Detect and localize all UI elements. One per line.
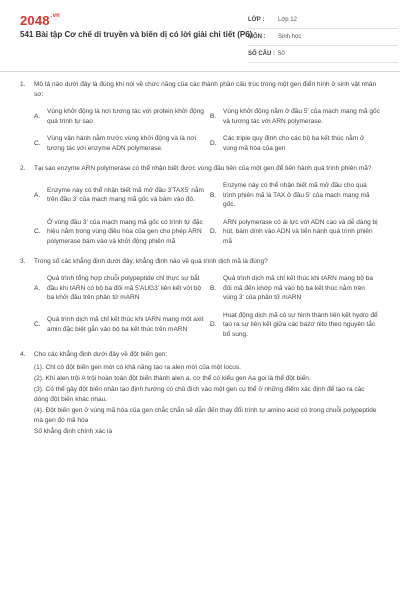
option-c[interactable] bbox=[34, 311, 204, 340]
option-label: A. bbox=[34, 191, 41, 199]
statement-list bbox=[20, 363, 380, 437]
option-text: Enzyme này có thể nhận biết mã mở đầu 3'TAX5' nằm trên đầu 3' của mạch mang mã gốc và bám vào đó. bbox=[47, 186, 204, 204]
question-header bbox=[20, 257, 380, 267]
option-text: Hoạt động dịch mã có sự hình thành liên kết hydro để tạo ra sự liên kết giữa các bazơ nito theo nguyên tắc bổ sung. bbox=[223, 311, 378, 338]
meta-row-count bbox=[248, 46, 398, 63]
question-3 bbox=[20, 257, 380, 339]
question-4 bbox=[20, 350, 380, 437]
option-text: Các triple quy định cho các bộ ba kết thúc nằm ở vùng mã hóa của gen bbox=[223, 135, 365, 152]
question-number: 2. bbox=[20, 165, 26, 172]
question-header bbox=[20, 350, 380, 360]
statement-item: (4). Đột biến gen ở vùng mã hóa của gen chắc chắn sẽ dẫn đến thay đổi trình tự amino acid có trong chuỗi polypeptide mà gen đó mã hóa bbox=[34, 407, 377, 424]
option-a[interactable] bbox=[34, 107, 204, 126]
question-number: 3. bbox=[20, 258, 26, 265]
question-header bbox=[20, 80, 380, 100]
question-number: 1. bbox=[20, 81, 26, 88]
question-text: Tại sao enzyme ARN polymerase có thể nhận biết được vùng đầu tiên của một gen để tiến hành quá trình phiên mã? bbox=[34, 165, 372, 172]
option-text: Ở vùng đầu 3' của mạch mang mã gốc có trình tự đặc hiệu nằm trong vùng điều hòa của gen cho phép ARN polymerase bám vào và khởi động phiên mã bbox=[47, 218, 203, 245]
option-label: D. bbox=[210, 228, 217, 235]
answer-options bbox=[20, 181, 380, 246]
logo-main-text: 2048 bbox=[20, 13, 50, 28]
header-divider bbox=[0, 71, 400, 72]
option-label: B. bbox=[210, 284, 217, 292]
option-label: D. bbox=[210, 139, 217, 147]
option-b[interactable] bbox=[210, 274, 380, 303]
statement-item: (3). Có thể gây đột biến nhân tạo định hướng có chủ đích vào một gen cụ thể ở những điểm xác định để tạo ra các dòng đột biến khác nhau. bbox=[34, 386, 365, 403]
document-title: 541 Bài tập Cơ chế di truyền và biến dị có lời giải chi tiết (P6) bbox=[20, 30, 253, 39]
question-text: Mô tả nào dưới đây là đúng khi nói về chức năng của các thành phần cấu trúc trong một gen điển hình ở sinh vật nhân sơ: bbox=[34, 81, 377, 98]
option-text: Quá trình dịch mã chỉ kết thúc khi tARN mang bộ ba đối mã đến khớp mã vào bộ ba kết thúc nằm trên vùng 3' của phân tử mARN bbox=[223, 275, 373, 301]
statement-prompt: Số khẳng định chính xác là bbox=[34, 428, 113, 435]
option-label: C. bbox=[34, 321, 41, 328]
meta-value: 50 bbox=[278, 51, 285, 57]
option-label: D. bbox=[210, 321, 217, 328]
option-d[interactable] bbox=[210, 218, 380, 247]
option-a[interactable] bbox=[34, 274, 204, 303]
meta-value: Lớp 12 bbox=[278, 17, 297, 23]
logo-tld-text: .vn bbox=[50, 13, 61, 19]
option-b[interactable] bbox=[210, 107, 380, 126]
option-label: C. bbox=[34, 139, 41, 147]
option-text: ARN polymerase có ái lực với ADN cao và dễ dàng bị hút, bám dính vào ADN và tiến hành quá trình phiên mã bbox=[223, 218, 378, 245]
statement-item: (2). Khi alen trội A trội hoàn toàn đột biến thành alen a, cơ thể có kiểu gen Aa gọi là thể đột biến. bbox=[34, 375, 311, 382]
question-2 bbox=[20, 164, 380, 246]
option-d[interactable] bbox=[210, 134, 380, 153]
meta-table bbox=[248, 12, 398, 63]
option-text: Quá trình dịch mã chỉ kết thúc khi tARN mang một axit amin đặc biệt gắn vào bộ ba kết thúc trên mARN bbox=[47, 316, 204, 333]
option-text: Vùng khởi động là nơi tương tác với protein khởi động quá trình tự sao bbox=[47, 108, 204, 125]
document-header bbox=[20, 0, 380, 66]
meta-key: MÔN : bbox=[248, 34, 266, 40]
question-1 bbox=[20, 80, 380, 153]
option-label: A. bbox=[34, 112, 41, 120]
statement-item: (1). Chỉ có đột biến gen mới có khả năng tạo ra alen mới của một locus. bbox=[34, 364, 241, 371]
option-text: Vùng khởi động nằm ở đầu 5' của mạch mang mã gốc và tương tác với ARN polymerase. bbox=[223, 108, 380, 125]
option-c[interactable] bbox=[34, 218, 204, 247]
question-text: Cho các khẳng định dưới đây về đột biến gen: bbox=[34, 351, 168, 358]
answer-options bbox=[20, 274, 380, 339]
meta-key: SỐ CÂU : bbox=[248, 51, 275, 57]
option-label: B. bbox=[210, 112, 217, 120]
answer-options bbox=[20, 107, 380, 153]
meta-value: Sinh học bbox=[278, 34, 302, 40]
question-text: Trong số các khẳng định dưới đây, khẳng định nào về quá trình dịch mã là đúng? bbox=[34, 258, 268, 265]
option-b[interactable] bbox=[210, 181, 380, 210]
option-label: B. bbox=[210, 191, 217, 199]
question-number: 4. bbox=[20, 351, 26, 358]
questions-list bbox=[20, 80, 380, 448]
meta-row-subject bbox=[248, 29, 398, 46]
site-logo[interactable] bbox=[20, 13, 60, 28]
question-header bbox=[20, 164, 380, 174]
option-text: Vùng vận hành nằm trước vùng khởi động và là nơi tương tác với enzyme ADN polymerase. bbox=[47, 135, 197, 152]
option-c[interactable] bbox=[34, 134, 204, 153]
option-d[interactable] bbox=[210, 311, 380, 340]
meta-row-grade bbox=[248, 12, 398, 29]
option-text: Enzyme này có thể nhận biết mã mở đầu cho quá trình phiên mã là TAX ở đầu 5' của mạch mang mã gốc. bbox=[223, 182, 370, 208]
option-label: A. bbox=[34, 284, 41, 292]
option-text: Quá trình tổng hợp chuỗi polypeptide chỉ thực sự bắt đầu khi tARN có bộ ba đối mã 5'AUG3' liên kết với bộ ba khởi đầu trên phân tử mARN bbox=[47, 275, 202, 301]
meta-key: LỚP : bbox=[248, 17, 265, 23]
option-a[interactable] bbox=[34, 181, 204, 210]
option-label: C. bbox=[34, 228, 41, 235]
